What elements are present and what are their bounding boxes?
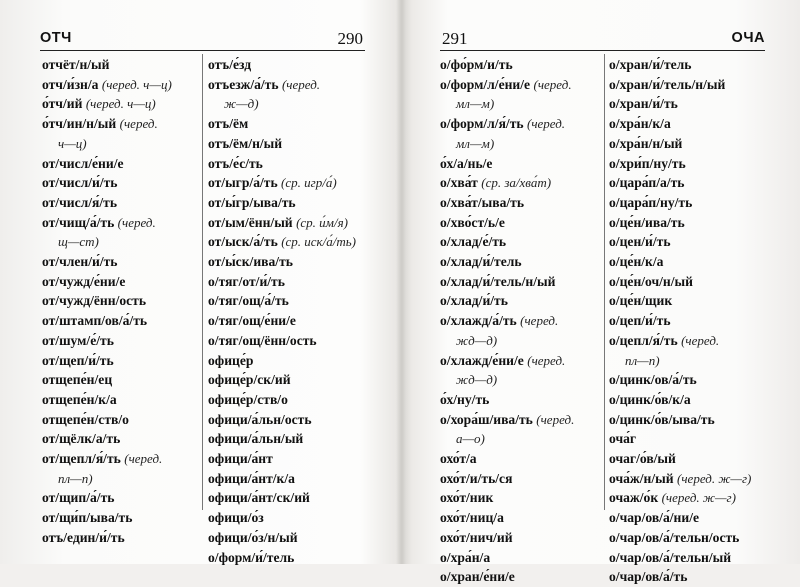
entry-word: о/фо́рм/и/ть xyxy=(440,57,513,72)
dictionary-entry xyxy=(208,134,358,154)
entry-word: офици/а́льн/ость xyxy=(208,411,312,427)
dictionary-entry xyxy=(609,114,765,134)
entry-word: офици/о́з/н/ый xyxy=(208,529,298,545)
entry-word: о/чар/ов/а́/тельн/ый xyxy=(609,549,732,565)
entry-word: о/цеп/и́/ть xyxy=(609,313,671,329)
dictionary-entry xyxy=(208,390,358,410)
entry-word: о/це́н/щик xyxy=(609,293,673,309)
entry-word: о/хлажд/е́ни/е xyxy=(440,352,524,368)
entry-word: о/хва́т/ыва/ть xyxy=(440,194,525,210)
entry-note-continuation: мл—м) xyxy=(456,96,495,112)
right-column-1 xyxy=(440,55,600,587)
entry-note: (ср. игр/а́) xyxy=(281,175,337,191)
dictionary-entry xyxy=(609,567,765,587)
entry-word: о/хра́н/н/ый xyxy=(609,135,683,151)
entry-note: (ср. и́м/я) xyxy=(296,214,348,230)
entry-note: (черед. ж—г) xyxy=(661,490,736,506)
entry-word: отъ/ём xyxy=(208,116,249,132)
entry-word: офици/а́льн/ый xyxy=(208,431,304,447)
entry-word: о/форм/л/я́/ть xyxy=(440,116,524,132)
dictionary-entry xyxy=(440,469,600,489)
entry-word: о/тяг/ощ/е́ни/е xyxy=(208,313,296,329)
entry-word: охо́т/и/ть/ся xyxy=(440,470,513,486)
book-gutter xyxy=(396,0,406,564)
dictionary-entry xyxy=(208,469,358,489)
left-guide-word: ОТЧ xyxy=(40,30,72,46)
entry-note-continuation: ж—д) xyxy=(224,96,259,112)
entry-note: (черед. xyxy=(681,332,720,348)
dictionary-entry xyxy=(440,291,600,311)
entry-word: от/чищ/а́/ть xyxy=(42,214,115,230)
dictionary-entry xyxy=(609,390,765,410)
dictionary-entry xyxy=(609,528,765,548)
entry-word: от/щи́п/ыва/ть xyxy=(42,510,133,526)
dictionary-entry xyxy=(609,55,765,75)
dictionary-entry xyxy=(609,370,765,390)
dictionary-entry xyxy=(440,75,600,114)
entry-note-continuation: жд—д) xyxy=(456,372,498,388)
right-header-rule xyxy=(440,50,765,51)
entry-word: о/цинк/ов/а́/ть xyxy=(609,372,697,388)
left-page-header xyxy=(40,29,365,47)
dictionary-entry xyxy=(440,548,600,568)
dictionary-entry xyxy=(42,114,200,153)
left-page xyxy=(40,0,365,564)
dictionary-entry xyxy=(42,193,200,213)
dictionary-entry xyxy=(609,311,765,331)
entry-note: (черед. xyxy=(533,76,572,92)
dictionary-entry xyxy=(208,548,358,568)
dictionary-entry xyxy=(208,75,358,114)
entry-word: офици/а́нт/к/а xyxy=(208,470,295,486)
dictionary-entry xyxy=(42,429,200,449)
dictionary-entry xyxy=(208,429,358,449)
dictionary-entry xyxy=(42,55,200,75)
dictionary-entry xyxy=(609,272,765,292)
right-column-2 xyxy=(609,55,765,587)
entry-note: (ср. за/хва́т) xyxy=(481,175,552,191)
entry-word: о/цепл/я́/ть xyxy=(609,332,678,348)
dictionary-entry xyxy=(42,291,200,311)
entry-note: (черед. xyxy=(119,116,158,132)
dictionary-entry xyxy=(440,272,600,292)
entry-word: отщепе́н/ец xyxy=(42,372,113,388)
entry-word: от/числ/я́/ть xyxy=(42,194,118,210)
entry-word: о/хва́т xyxy=(440,175,478,191)
entry-word: охо́т/ниц/а xyxy=(440,510,504,526)
entry-word: о/хлад/и́/тель xyxy=(440,254,522,270)
entry-word: охо́т/ник xyxy=(440,490,494,506)
entry-note: (черед. xyxy=(527,352,566,368)
left-header-rule xyxy=(40,50,365,51)
entry-word: о/форм/и́/тель xyxy=(208,549,295,565)
entry-word: о́тч/ин/н/ый xyxy=(42,116,117,132)
dictionary-entry xyxy=(42,173,200,193)
dictionary-entry xyxy=(609,193,765,213)
entry-word: отщепе́н/ств/о xyxy=(42,411,129,427)
dictionary-entry xyxy=(208,272,358,292)
entry-word: о/хран/и́/тель xyxy=(609,57,692,72)
dictionary-entry xyxy=(609,94,765,114)
entry-word: от/щепл/я́/ть xyxy=(42,451,121,467)
entry-note: (черед. xyxy=(124,451,163,467)
entry-word: очаж/о́к xyxy=(609,490,659,506)
dictionary-entry xyxy=(208,528,358,548)
entry-word: от/ыск/а́/ть xyxy=(208,234,278,250)
dictionary-entry xyxy=(440,193,600,213)
entry-word: от/щип/а́/ть xyxy=(42,490,115,506)
left-page-number: 290 xyxy=(337,29,363,48)
dictionary-entry xyxy=(609,154,765,174)
entry-note-continuation: пл—п) xyxy=(58,470,93,486)
dictionary-entry xyxy=(609,291,765,311)
right-page-header xyxy=(440,29,765,47)
dictionary-entry xyxy=(440,154,600,174)
dictionary-entry xyxy=(42,252,200,272)
dictionary-entry xyxy=(208,351,358,371)
entry-word: офици/а́нт xyxy=(208,451,273,467)
entry-word: отъ/един/и́/ть xyxy=(42,529,125,545)
dictionary-entry xyxy=(440,55,600,75)
entry-note-continuation: ч—ц) xyxy=(58,135,87,151)
dictionary-entry xyxy=(42,351,200,371)
entry-word: о/хлад/е́/ть xyxy=(440,234,507,250)
entry-word: о/цинк/о́в/ыва/ть xyxy=(609,411,715,427)
dictionary-entry xyxy=(609,173,765,193)
entry-word: о/хри́п/ну/ть xyxy=(609,155,686,171)
entry-word: о/цара́п/ну/ть xyxy=(609,194,693,210)
dictionary-entry xyxy=(42,75,200,95)
entry-word: о/хво́ст/ь/е xyxy=(440,214,505,230)
entry-word: о/чар/ов/а́/тельн/ость xyxy=(609,529,740,545)
dictionary-entry xyxy=(42,331,200,351)
entry-word: о/хлад/и́/тель/н/ый xyxy=(440,273,556,289)
left-column-divider xyxy=(202,54,203,510)
entry-word: офице́р/ск/ий xyxy=(208,372,291,388)
entry-word: оча́ж/н/ый xyxy=(609,470,674,486)
entry-word: о/тяг/ощ/а́/ть xyxy=(208,293,289,309)
entry-note-continuation: а—о) xyxy=(456,431,485,447)
dictionary-entry xyxy=(42,154,200,174)
entry-word: от/щёлк/а/ть xyxy=(42,431,121,447)
dictionary-entry xyxy=(609,429,765,449)
entry-word: от/ы́гр/ыва/ть xyxy=(208,194,296,210)
right-page-number: 291 xyxy=(442,29,468,48)
entry-word: отъ/е́с/ть xyxy=(208,155,263,171)
dictionary-entry xyxy=(42,272,200,292)
entry-word: от/ы́ск/ива/ть xyxy=(208,254,293,270)
entry-word: от/числ/е́ни/е xyxy=(42,155,124,171)
dictionary-entry xyxy=(609,469,765,489)
dictionary-entry xyxy=(208,55,358,75)
entry-word: о/хлажд/а́/ть xyxy=(440,313,517,329)
dictionary-entry xyxy=(208,291,358,311)
entry-word: о/чар/ов/а́/ть xyxy=(609,569,688,585)
dictionary-entry xyxy=(42,508,200,528)
dictionary-entry xyxy=(208,370,358,390)
entry-word: от/член/и́/ть xyxy=(42,254,118,270)
entry-word: о/хра́н/а xyxy=(440,549,491,565)
dictionary-entry xyxy=(42,370,200,390)
dictionary-entry xyxy=(440,351,600,390)
entry-note-continuation: щ—ст) xyxy=(58,234,99,250)
entry-note: (черед. ж—г) xyxy=(677,470,752,486)
dictionary-entry xyxy=(440,252,600,272)
dictionary-entry xyxy=(208,311,358,331)
dictionary-entry xyxy=(208,232,358,252)
right-guide-word: ОЧА xyxy=(731,30,765,46)
entry-note: (черед. ч—ц) xyxy=(85,96,156,112)
dictionary-entry xyxy=(42,213,200,252)
entry-word: о/це́н/к/а xyxy=(609,254,664,270)
entry-word: от/щеп/и́/ть xyxy=(42,352,114,368)
dictionary-entry xyxy=(440,528,600,548)
dictionary-entry xyxy=(440,390,600,410)
dictionary-entry xyxy=(208,488,358,508)
dictionary-entry xyxy=(208,410,358,430)
entry-word: от/чужд/е́ни/е xyxy=(42,273,126,289)
entry-word: отчёт/н/ый xyxy=(42,57,110,72)
dictionary-entry xyxy=(609,449,765,469)
entry-note-continuation: пл—п) xyxy=(625,352,660,368)
entry-word: о/форм/л/е́ни/е xyxy=(440,76,531,92)
entry-word: охо́т/нич/ий xyxy=(440,529,513,545)
dictionary-entry xyxy=(42,390,200,410)
dictionary-entry xyxy=(208,252,358,272)
dictionary-entry xyxy=(42,449,200,488)
entry-word: оча́г xyxy=(609,431,637,447)
dictionary-entry xyxy=(609,252,765,272)
right-page xyxy=(440,0,765,585)
dictionary-entry xyxy=(440,410,600,449)
right-column-divider xyxy=(604,54,605,510)
left-column-1 xyxy=(42,55,200,548)
dictionary-entry xyxy=(440,114,600,153)
entry-word: о/це́н/ива/ть xyxy=(609,214,685,230)
entry-word: от/чужд/ённ/ость xyxy=(42,293,147,309)
entry-word: о/хра́н/к/а xyxy=(609,116,671,132)
entry-word: отч/и́зн/а xyxy=(42,76,99,92)
entry-note: (черед. xyxy=(526,116,566,132)
entry-word: от/числ/и́/ть xyxy=(42,175,118,191)
entry-word: о́х/ну/ть xyxy=(440,391,490,407)
dictionary-entry xyxy=(609,548,765,568)
entry-word: о/цен/и́/ть xyxy=(609,234,671,250)
entry-word: отъ/е́зд xyxy=(208,57,252,72)
dictionary-entry xyxy=(208,114,358,134)
dictionary-entry xyxy=(609,134,765,154)
entry-word: отъезж/а́/ть xyxy=(208,76,279,92)
dictionary-entry xyxy=(208,173,358,193)
entry-word: от/ым/ённ/ый xyxy=(208,214,293,230)
dictionary-entry xyxy=(609,331,765,370)
dictionary-entry xyxy=(208,449,358,469)
dictionary-entry xyxy=(609,488,765,508)
entry-note: (черед. xyxy=(536,411,575,427)
entry-word: офице́р xyxy=(208,352,254,368)
dictionary-entry xyxy=(609,232,765,252)
dictionary-entry xyxy=(609,213,765,233)
entry-note: (черед. ч—ц) xyxy=(101,76,172,92)
entry-word: о/чар/ов/а́/ни/е xyxy=(609,510,699,526)
dictionary-entry xyxy=(609,410,765,430)
entry-word: о/тяг/ощ/ённ/ость xyxy=(208,332,317,348)
dictionary-entry xyxy=(440,173,600,193)
entry-word: о/цинк/о́в/к/а xyxy=(609,391,691,407)
entry-word: отъ/ём/н/ый xyxy=(208,135,283,151)
entry-word: от/шум/е́/ть xyxy=(42,332,114,348)
entry-word: офици/а́нт/ск/ий xyxy=(208,490,310,506)
dictionary-entry xyxy=(440,213,600,233)
dictionary-entry xyxy=(440,311,600,350)
dictionary-entry xyxy=(440,508,600,528)
entry-note: (черед. xyxy=(117,214,156,230)
entry-word: о/це́н/оч/н/ый xyxy=(609,273,693,289)
entry-note-continuation: мл—м) xyxy=(456,135,495,151)
entry-word: о́тч/ий xyxy=(42,96,83,112)
dictionary-entry xyxy=(208,213,358,233)
entry-word: о/хлад/и́/ть xyxy=(440,293,508,309)
dictionary-entry xyxy=(440,449,600,469)
entry-word: о/цара́п/а/ть xyxy=(609,175,685,191)
dictionary-entry xyxy=(609,508,765,528)
entry-word: о/хран/е́ни/е xyxy=(440,569,515,585)
dictionary-entry xyxy=(42,528,200,548)
entry-word: очаг/о́в/ый xyxy=(609,451,676,467)
entry-word: о/хран/и́/тель/н/ый xyxy=(609,76,726,92)
dictionary-entry xyxy=(208,508,358,528)
dictionary-entry xyxy=(609,75,765,95)
entry-word: офице́р/ств/о xyxy=(208,391,288,407)
dictionary-entry xyxy=(208,154,358,174)
entry-word: от/штамп/ов/а́/ть xyxy=(42,313,148,329)
entry-word: о/хора́ш/ива/ть xyxy=(440,411,533,427)
entry-note: (ср. иск/а́/ть) xyxy=(281,234,356,250)
dictionary-entry xyxy=(42,94,200,114)
left-column-2 xyxy=(208,55,358,567)
entry-word: о́х/а/нь/е xyxy=(440,155,493,171)
dictionary-entry xyxy=(42,488,200,508)
entry-note: (черед. xyxy=(520,313,559,329)
entry-word: о/хран/и́/ть xyxy=(609,96,678,112)
dictionary-entry xyxy=(42,410,200,430)
dictionary-entry xyxy=(440,488,600,508)
entry-note-continuation: жд—д) xyxy=(456,332,498,348)
entry-word: от/ыгр/а́/ть xyxy=(208,175,278,191)
dictionary-entry xyxy=(208,331,358,351)
entry-word: о/тяг/от/и́/ть xyxy=(208,273,285,289)
dictionary-entry xyxy=(208,193,358,213)
entry-word: офици/о́з xyxy=(208,510,264,526)
entry-note: (черед. xyxy=(281,76,321,92)
entry-word: охо́т/а xyxy=(440,451,477,467)
dictionary-entry xyxy=(440,232,600,252)
entry-word: отщепе́н/к/а xyxy=(42,391,117,407)
dictionary-entry xyxy=(42,311,200,331)
dictionary-entry xyxy=(440,567,600,587)
